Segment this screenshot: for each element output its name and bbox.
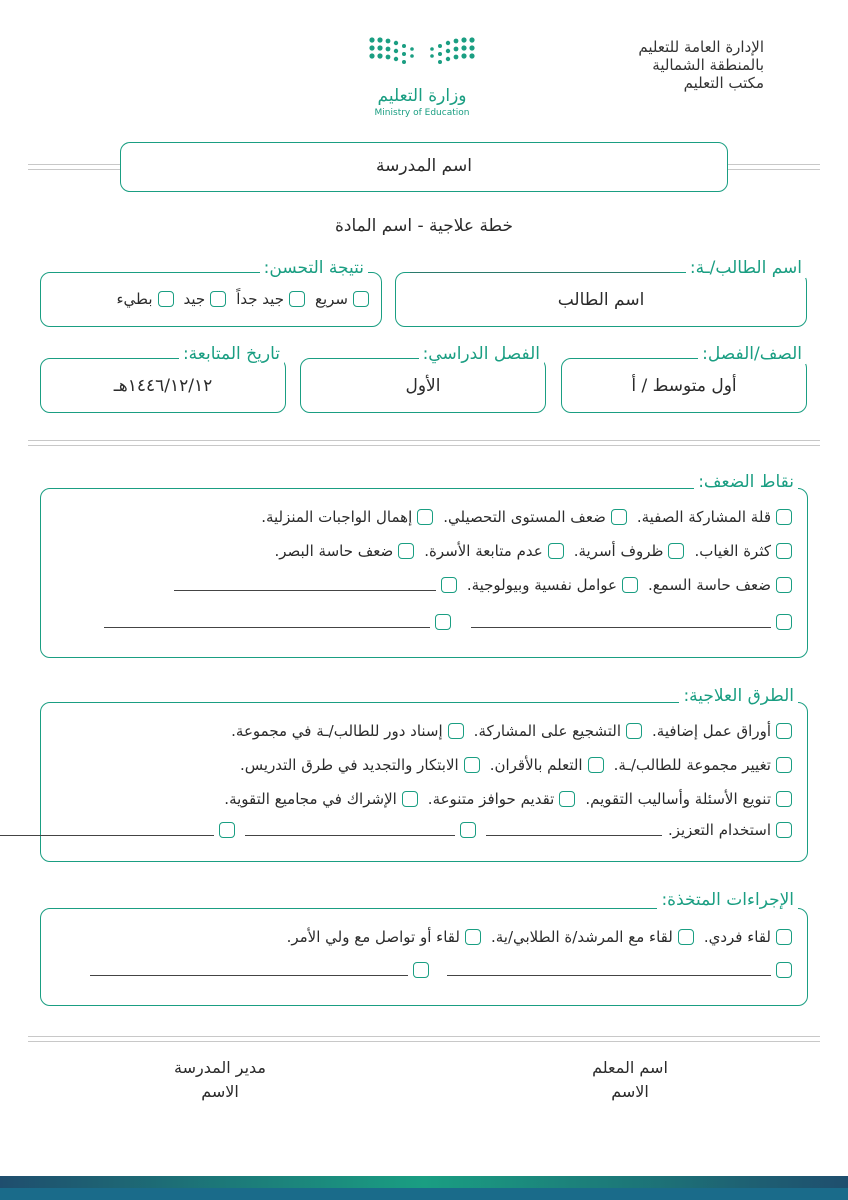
checkbox-item[interactable] bbox=[287, 928, 481, 946]
improvement-option[interactable] bbox=[315, 290, 369, 308]
checkbox-item[interactable] bbox=[428, 790, 576, 808]
semester-box[interactable] bbox=[300, 358, 546, 413]
school-name-box[interactable]: اسم المدرسة bbox=[120, 142, 728, 192]
checkbox-item[interactable] bbox=[694, 542, 792, 560]
office-line-3: مكتب التعليم bbox=[683, 74, 764, 92]
item-label: الإشراك في مجاميع التقوية. bbox=[224, 790, 397, 808]
weakness-label: نقاط الضعف: bbox=[694, 472, 798, 492]
checkbox-item[interactable] bbox=[231, 722, 464, 740]
checkbox[interactable] bbox=[776, 543, 792, 559]
checkbox[interactable] bbox=[559, 791, 575, 807]
improvement-option[interactable] bbox=[116, 290, 173, 308]
office-line-1: الإدارة العامة للتعليم bbox=[638, 38, 764, 56]
checkbox[interactable] bbox=[435, 614, 451, 630]
improvement-box bbox=[40, 272, 382, 327]
checkbox[interactable] bbox=[626, 723, 642, 739]
semester-label: الفصل الدراسي: bbox=[419, 344, 544, 364]
option-label: جيد bbox=[183, 290, 206, 308]
checkbox[interactable] bbox=[678, 929, 694, 945]
checkbox-item[interactable] bbox=[104, 614, 451, 630]
blank-line[interactable] bbox=[90, 964, 408, 976]
divider-right bbox=[728, 164, 820, 170]
checkbox-item[interactable] bbox=[424, 542, 563, 560]
checkbox[interactable] bbox=[776, 577, 792, 593]
footer-bar-bottom bbox=[0, 1188, 848, 1200]
blank-line[interactable] bbox=[174, 579, 436, 591]
weakness-row-1 bbox=[251, 508, 792, 526]
checkbox[interactable] bbox=[464, 757, 480, 773]
checkbox-item[interactable] bbox=[486, 821, 792, 839]
plan-title: خطة علاجية - اسم المادة bbox=[334, 216, 514, 236]
checkbox[interactable] bbox=[413, 962, 429, 978]
checkbox-item[interactable] bbox=[174, 577, 457, 593]
teacher-title: اسم المعلم bbox=[592, 1058, 668, 1077]
checkbox[interactable] bbox=[398, 543, 414, 559]
office-info bbox=[524, 38, 764, 92]
checkbox[interactable] bbox=[776, 723, 792, 739]
checkbox[interactable] bbox=[548, 543, 564, 559]
actions-row-2 bbox=[80, 962, 792, 978]
item-label: ظروف أسرية. bbox=[573, 542, 664, 560]
checkbox-item[interactable] bbox=[474, 722, 642, 740]
checkbox[interactable] bbox=[402, 791, 418, 807]
section-divider bbox=[28, 440, 820, 446]
blank-line[interactable] bbox=[0, 824, 214, 836]
checkbox-item[interactable] bbox=[467, 576, 638, 594]
teacher-signature bbox=[540, 1056, 720, 1104]
item-label: تنويع الأسئلة وأساليب التقويم. bbox=[585, 790, 771, 808]
item-label: تغيير مجموعة للطالب/ـة. bbox=[613, 756, 771, 774]
checkbox-item[interactable] bbox=[637, 508, 792, 526]
item-label: ضعف حاسة البصر. bbox=[274, 542, 394, 560]
checkbox-item[interactable] bbox=[574, 542, 685, 560]
item-label: لقاء فردي. bbox=[703, 928, 771, 946]
checkbox[interactable] bbox=[776, 791, 792, 807]
improvement-label: نتيجة التحسن: bbox=[260, 258, 368, 278]
checkbox[interactable] bbox=[668, 543, 684, 559]
improvement-option[interactable] bbox=[236, 290, 305, 308]
item-label: إسناد دور للطالب/ـة في مجموعة. bbox=[231, 722, 443, 740]
legend-line bbox=[410, 272, 670, 273]
item-label: عدم متابعة الأسرة. bbox=[424, 542, 543, 560]
logo-english-text: Ministry of Education bbox=[374, 108, 470, 118]
checkbox-item[interactable] bbox=[585, 790, 792, 808]
item-label: إهمال الواجبات المنزلية. bbox=[261, 508, 413, 526]
checkbox[interactable] bbox=[441, 577, 457, 593]
checkbox[interactable] bbox=[289, 291, 305, 307]
weakness-row-3 bbox=[164, 576, 792, 594]
checkbox-item[interactable] bbox=[245, 822, 476, 838]
checkbox[interactable] bbox=[417, 509, 433, 525]
improvement-option[interactable] bbox=[184, 290, 227, 308]
item-label: استخدام التعزيز. bbox=[667, 821, 771, 839]
blank-line[interactable] bbox=[486, 824, 662, 836]
item-label: لقاء مع المرشد/ة الطلابي/ية. bbox=[490, 928, 673, 946]
checkbox-item[interactable] bbox=[704, 928, 792, 946]
actions-label: الإجراءات المتخذة: bbox=[657, 890, 798, 910]
checkbox[interactable] bbox=[776, 962, 792, 978]
office-line-2: بالمنطقة الشمالية bbox=[652, 56, 764, 74]
item-label: لقاء أو تواصل مع ولي الأمر. bbox=[286, 928, 460, 946]
grade-box[interactable] bbox=[561, 358, 807, 413]
checkbox[interactable] bbox=[448, 723, 464, 739]
checkbox[interactable] bbox=[353, 291, 369, 307]
principal-name: الاسم bbox=[201, 1082, 239, 1101]
actions-row-1 bbox=[277, 928, 792, 946]
option-label: بطيء bbox=[116, 290, 153, 308]
checkbox-item[interactable] bbox=[652, 722, 792, 740]
checkbox[interactable] bbox=[588, 757, 604, 773]
checkbox-item[interactable] bbox=[648, 576, 792, 594]
divider-left bbox=[28, 164, 120, 170]
item-label: التشجيع على المشاركة. bbox=[473, 722, 622, 740]
item-label: الابتكار والتجديد في طرق التدريس. bbox=[240, 756, 459, 774]
checkbox-item[interactable] bbox=[224, 790, 418, 808]
principal-title: مدير المدرسة bbox=[173, 1058, 266, 1077]
methods-row-2 bbox=[230, 756, 792, 774]
checkbox[interactable] bbox=[611, 509, 627, 525]
option-label: جيد جداً bbox=[236, 290, 284, 308]
checkbox[interactable] bbox=[622, 577, 638, 593]
item-label: ضعف المستوى التحصيلي. bbox=[443, 508, 606, 526]
actions-box bbox=[40, 908, 808, 1006]
checkbox-item[interactable] bbox=[447, 962, 792, 978]
item-label: كثرة الغياب. bbox=[694, 542, 771, 560]
checkbox[interactable] bbox=[465, 929, 481, 945]
option-label: سريع bbox=[314, 290, 348, 308]
principal-signature bbox=[130, 1056, 310, 1104]
checkbox-item[interactable] bbox=[274, 542, 414, 560]
checkbox-item[interactable] bbox=[490, 756, 604, 774]
checkbox[interactable] bbox=[158, 291, 174, 307]
checkbox[interactable] bbox=[776, 614, 792, 630]
blank-line[interactable] bbox=[447, 964, 771, 976]
followup-value: ١٤٤٦/١٢/١٢هـ bbox=[113, 376, 213, 396]
checkbox-item[interactable] bbox=[491, 928, 694, 946]
student-name-label: اسم الطالب/ـة: bbox=[686, 258, 806, 278]
checkbox[interactable] bbox=[776, 757, 792, 773]
checkbox-item[interactable] bbox=[443, 508, 627, 526]
checkbox[interactable] bbox=[460, 822, 476, 838]
weakness-row-2 bbox=[264, 542, 792, 560]
student-name-value: اسم الطالب bbox=[557, 290, 645, 310]
item-label: ضعف حاسة السمع. bbox=[647, 576, 771, 594]
methods-row-1 bbox=[221, 722, 792, 740]
semester-value: الأول bbox=[405, 376, 441, 396]
weakness-row-4 bbox=[94, 614, 792, 630]
grade-value: أول متوسط / أ bbox=[631, 376, 737, 396]
checkbox-item[interactable] bbox=[471, 614, 792, 630]
blank-line[interactable] bbox=[471, 616, 771, 628]
student-name-box[interactable] bbox=[395, 272, 807, 327]
item-label: أوراق عمل إضافية. bbox=[652, 722, 771, 740]
checkbox-item[interactable] bbox=[90, 962, 429, 978]
blank-line[interactable] bbox=[245, 824, 455, 836]
checkbox[interactable] bbox=[210, 291, 226, 307]
grade-label: الصف/الفصل: bbox=[698, 344, 806, 364]
item-label: قلة المشاركة الصفية. bbox=[636, 508, 771, 526]
checkbox-item[interactable] bbox=[614, 756, 792, 774]
checkbox-item[interactable] bbox=[0, 822, 235, 838]
followup-box[interactable] bbox=[40, 358, 286, 413]
blank-line[interactable] bbox=[104, 616, 430, 628]
checkbox-item[interactable] bbox=[240, 756, 480, 774]
followup-label: تاريخ المتابعة: bbox=[179, 344, 284, 364]
checkbox-item[interactable] bbox=[261, 508, 433, 526]
methods-label: الطرق العلاجية: bbox=[679, 686, 798, 706]
footer-bar bbox=[0, 1176, 848, 1188]
section-divider bbox=[28, 1036, 820, 1042]
checkbox[interactable] bbox=[776, 509, 792, 525]
methods-row-3 bbox=[214, 790, 792, 808]
item-label: التعلم بالأقران. bbox=[489, 756, 583, 774]
checkbox[interactable] bbox=[776, 822, 792, 838]
teacher-name: الاسم bbox=[611, 1082, 649, 1101]
item-label: عوامل نفسية وبيولوجية. bbox=[466, 576, 617, 594]
item-label: تقديم حوافز متنوعة. bbox=[427, 790, 555, 808]
checkbox[interactable] bbox=[776, 929, 792, 945]
checkbox[interactable] bbox=[219, 822, 235, 838]
logo-arabic-text: وزارة التعليم bbox=[377, 86, 467, 106]
methods-row-4 bbox=[0, 821, 792, 839]
